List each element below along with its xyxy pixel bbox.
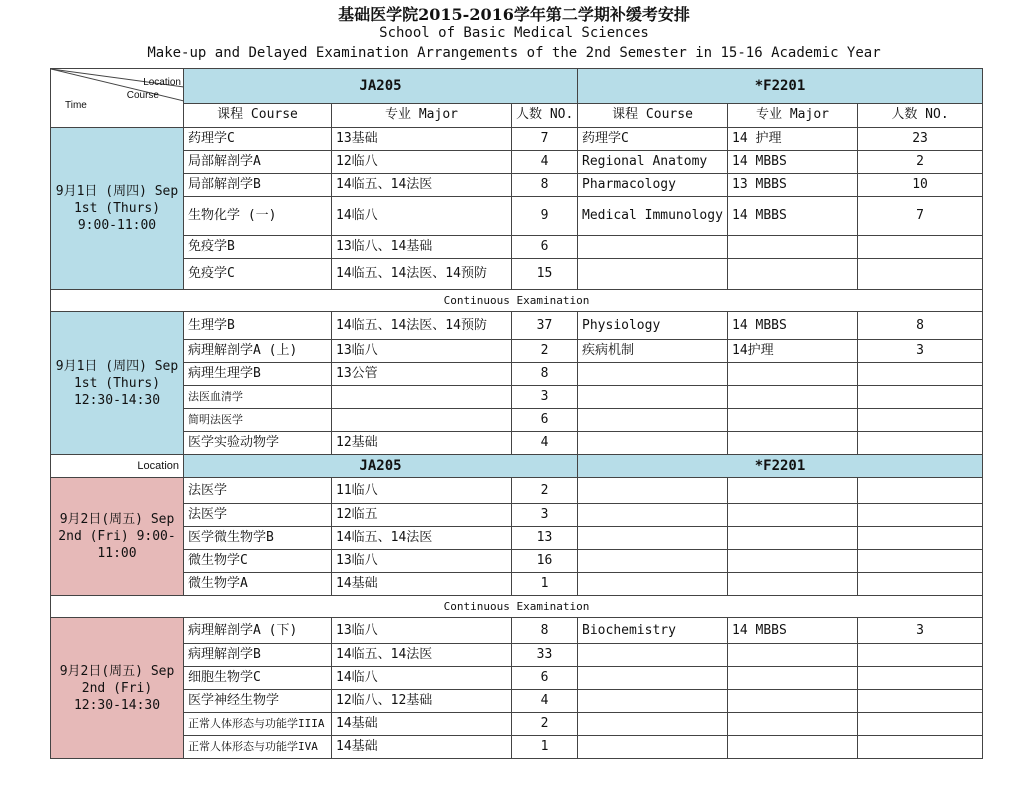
count-cell-b [858, 478, 983, 504]
major-cell-b [728, 573, 858, 596]
count-cell-a: 33 [512, 644, 578, 667]
course-cell-b: Physiology [578, 312, 728, 340]
col-header-course-b: 课程 Course [578, 103, 728, 127]
title-school: School of Basic Medical Sciences [379, 25, 649, 41]
count-cell-b [858, 690, 983, 713]
major-cell-b [728, 713, 858, 736]
table-row [51, 312, 983, 340]
major-cell-b: 14 MBBS [728, 151, 858, 174]
table-row [51, 236, 983, 259]
corner-time-label: Time [65, 100, 87, 111]
title-en: Make-up and Delayed Examination Arrangements of the 2nd Semester in 15-16 Academic Year [147, 45, 881, 61]
course-cell-b: Biochemistry [578, 618, 728, 644]
count-cell-a: 3 [512, 386, 578, 409]
course-cell-a: 简明法医学 [184, 409, 332, 432]
table-row [51, 432, 983, 455]
location-row [51, 455, 983, 478]
count-cell-a: 1 [512, 736, 578, 759]
count-cell-a: 13 [512, 527, 578, 550]
col-header-major-b: 专业 Major [728, 103, 858, 127]
table-row [51, 573, 983, 596]
course-cell-b [578, 573, 728, 596]
col-header-num-a: 人数 NO. [512, 103, 578, 127]
count-cell-b: 7 [858, 197, 983, 236]
continuous-row [51, 290, 983, 312]
count-cell-a: 6 [512, 409, 578, 432]
course-cell-b: Medical Immunology [578, 197, 728, 236]
course-cell-b [578, 736, 728, 759]
count-cell-b: 10 [858, 174, 983, 197]
course-cell-a: 病理生理学B [184, 363, 332, 386]
course-cell-b [578, 550, 728, 573]
course-cell-a: 法医学 [184, 478, 332, 504]
count-cell-b [858, 713, 983, 736]
major-cell-a: 14临五、14法医、14预防 [332, 312, 512, 340]
major-cell-b: 14 MBBS [728, 312, 858, 340]
major-cell-a: 14临八 [332, 667, 512, 690]
table-row [51, 736, 983, 759]
course-cell-a: 局部解剖学A [184, 151, 332, 174]
major-cell-b [728, 527, 858, 550]
major-cell-a: 13临八 [332, 618, 512, 644]
course-cell-a: 免疫学C [184, 259, 332, 290]
location-label: Location [51, 455, 184, 478]
table-row [51, 618, 983, 644]
time-slot-cell: 9月2日(周五) Sep 2nd (Fri) 12:30-14:30 [51, 618, 184, 759]
room-header-f2201: *F2201 [578, 455, 983, 478]
course-cell-a: 病理解剖学A (上) [184, 340, 332, 363]
major-cell-b [728, 432, 858, 455]
table-row [51, 363, 983, 386]
corner-course-label: Course [126, 90, 159, 101]
count-cell-b: 2 [858, 151, 983, 174]
major-cell-b [728, 386, 858, 409]
course-cell-a: 药理学C [184, 128, 332, 151]
table-row [51, 174, 983, 197]
count-cell-b [858, 667, 983, 690]
exam-schedule-table [50, 68, 983, 759]
room-header-f2201: *F2201 [578, 69, 983, 104]
major-cell-a: 12基础 [332, 432, 512, 455]
course-cell-a: 医学微生物学B [184, 527, 332, 550]
count-cell-b: 8 [858, 312, 983, 340]
table-row [51, 644, 983, 667]
major-cell-a [332, 386, 512, 409]
course-cell-b [578, 527, 728, 550]
course-cell-a: 法医学 [184, 504, 332, 527]
course-cell-b [578, 259, 728, 290]
count-cell-a: 2 [512, 478, 578, 504]
course-cell-b [578, 667, 728, 690]
count-cell-b [858, 644, 983, 667]
major-cell-b [728, 236, 858, 259]
continuous-exam-label: Continuous Examination [51, 290, 983, 312]
major-cell-b: 14 护理 [728, 128, 858, 151]
major-cell-a [332, 409, 512, 432]
count-cell-a: 6 [512, 236, 578, 259]
continuous-exam-label: Continuous Examination [51, 596, 983, 618]
course-cell-a: 生理学B [184, 312, 332, 340]
table-row [51, 550, 983, 573]
course-cell-a: 正常人体形态与功能学IVA [184, 736, 332, 759]
major-cell-b [728, 478, 858, 504]
course-cell-b: Pharmacology [578, 174, 728, 197]
course-cell-a: 微生物学A [184, 573, 332, 596]
count-cell-a: 2 [512, 340, 578, 363]
course-cell-b [578, 690, 728, 713]
title-zh: 基础医学院2015-2016学年第二学期补缓考安排 [338, 5, 690, 24]
table-row [51, 527, 983, 550]
count-cell-a: 4 [512, 690, 578, 713]
count-cell-a: 37 [512, 312, 578, 340]
course-cell-a: 免疫学B [184, 236, 332, 259]
count-cell-a: 4 [512, 432, 578, 455]
count-cell-a: 6 [512, 667, 578, 690]
count-cell-b [858, 573, 983, 596]
major-cell-a: 12临五 [332, 504, 512, 527]
table-row [51, 151, 983, 174]
major-cell-b [728, 363, 858, 386]
major-cell-b [728, 504, 858, 527]
major-cell-a: 14临五、14法医 [332, 644, 512, 667]
course-cell-b [578, 386, 728, 409]
course-cell-b [578, 644, 728, 667]
course-cell-b [578, 432, 728, 455]
major-cell-b [728, 259, 858, 290]
count-cell-a: 3 [512, 504, 578, 527]
course-cell-b [578, 713, 728, 736]
table-row [51, 713, 983, 736]
col-header-course-a: 课程 Course [184, 103, 332, 127]
major-cell-a: 14基础 [332, 713, 512, 736]
course-cell-b: 疾病机制 [578, 340, 728, 363]
course-cell-a: 医学实验动物学 [184, 432, 332, 455]
course-cell-a: 医学神经生物学 [184, 690, 332, 713]
room-header-ja205: JA205 [184, 455, 578, 478]
time-slot-cell: 9月1日 (周四) Sep 1st (Thurs) 12:30-14:30 [51, 312, 184, 455]
count-cell-b [858, 259, 983, 290]
major-cell-a: 14基础 [332, 573, 512, 596]
major-cell-a: 13临八、14基础 [332, 236, 512, 259]
count-cell-a: 8 [512, 363, 578, 386]
course-cell-a: 法医血清学 [184, 386, 332, 409]
table-row [51, 197, 983, 236]
major-cell-b [728, 667, 858, 690]
course-cell-a: 病理解剖学A (下) [184, 618, 332, 644]
count-cell-b [858, 236, 983, 259]
count-cell-b [858, 550, 983, 573]
table-row [51, 504, 983, 527]
count-cell-a: 9 [512, 197, 578, 236]
major-cell-b: 14护理 [728, 340, 858, 363]
table-row [51, 340, 983, 363]
table-row [51, 409, 983, 432]
course-cell-b [578, 236, 728, 259]
count-cell-b [858, 409, 983, 432]
count-cell-b: 3 [858, 618, 983, 644]
course-cell-a: 病理解剖学B [184, 644, 332, 667]
count-cell-b [858, 504, 983, 527]
major-cell-a: 13基础 [332, 128, 512, 151]
major-cell-a: 13公管 [332, 363, 512, 386]
major-cell-b [728, 690, 858, 713]
count-cell-a: 15 [512, 259, 578, 290]
major-cell-a: 14临五、14法医 [332, 174, 512, 197]
count-cell-a: 8 [512, 618, 578, 644]
major-cell-a: 14临八 [332, 197, 512, 236]
course-cell-b [578, 409, 728, 432]
major-cell-a: 13临八 [332, 550, 512, 573]
continuous-row [51, 596, 983, 618]
course-cell-b: Regional Anatomy [578, 151, 728, 174]
major-cell-a: 12临八、12基础 [332, 690, 512, 713]
course-cell-a: 生物化学 (一) [184, 197, 332, 236]
count-cell-b: 23 [858, 128, 983, 151]
count-cell-a: 2 [512, 713, 578, 736]
table-row [51, 667, 983, 690]
table-row [51, 386, 983, 409]
major-cell-a: 14临五、14法医、14预防 [332, 259, 512, 290]
table-row [51, 128, 983, 151]
table-row [51, 478, 983, 504]
corner-location-label: Location [143, 77, 181, 88]
major-cell-a: 14基础 [332, 736, 512, 759]
course-cell-b [578, 478, 728, 504]
major-cell-a: 11临八 [332, 478, 512, 504]
major-cell-b [728, 409, 858, 432]
major-cell-b [728, 550, 858, 573]
count-cell-a: 1 [512, 573, 578, 596]
course-cell-a: 细胞生物学C [184, 667, 332, 690]
time-slot-cell: 9月2日(周五) Sep 2nd (Fri) 9:00-11:00 [51, 478, 184, 596]
course-cell-a: 正常人体形态与功能学IIIA [184, 713, 332, 736]
count-cell-a: 8 [512, 174, 578, 197]
count-cell-b: 3 [858, 340, 983, 363]
course-cell-b: 药理学C [578, 128, 728, 151]
major-cell-b [728, 736, 858, 759]
course-cell-b [578, 363, 728, 386]
major-cell-a: 14临五、14法医 [332, 527, 512, 550]
room-header-ja205: JA205 [184, 69, 578, 104]
major-cell-b: 13 MBBS [728, 174, 858, 197]
count-cell-a: 16 [512, 550, 578, 573]
table-row [51, 259, 983, 290]
course-cell-a: 微生物学C [184, 550, 332, 573]
col-header-major-a: 专业 Major [332, 103, 512, 127]
count-cell-b [858, 736, 983, 759]
col-header-num-b: 人数 NO. [858, 103, 983, 127]
major-cell-b: 14 MBBS [728, 618, 858, 644]
table-row [51, 690, 983, 713]
count-cell-b [858, 432, 983, 455]
count-cell-b [858, 386, 983, 409]
major-cell-b [728, 644, 858, 667]
course-cell-b [578, 504, 728, 527]
count-cell-a: 7 [512, 128, 578, 151]
course-cell-a: 局部解剖学B [184, 174, 332, 197]
corner-header-cell [51, 69, 184, 128]
time-slot-cell: 9月1日 (周四) Sep 1st (Thurs) 9:00-11:00 [51, 128, 184, 290]
count-cell-b [858, 363, 983, 386]
major-cell-b: 14 MBBS [728, 197, 858, 236]
major-cell-a: 12临八 [332, 151, 512, 174]
count-cell-a: 4 [512, 151, 578, 174]
count-cell-b [858, 527, 983, 550]
major-cell-a: 13临八 [332, 340, 512, 363]
